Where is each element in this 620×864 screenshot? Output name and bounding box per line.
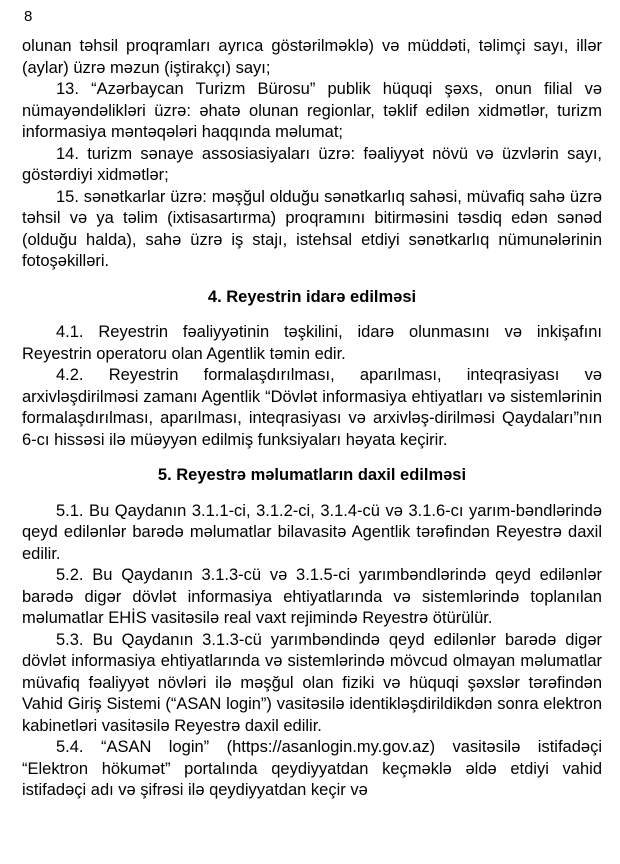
paragraph-5-1: 5.1. Bu Qaydanın 3.1.1-ci, 3.1.2-ci, 3.1.4-cü və 3.1.6-cı yarım-bəndlərində qeyd edilənlər barədə məlumatlar bilavasitə Agentlik tərəfindən Reyestrə daxil edilir. — [22, 501, 602, 563]
page-number: 8 — [24, 8, 33, 25]
paragraph-4-1: 4.1. Reyestrin fəaliyyətinin təşkilini, idarə olunmasını və inkişafını Reyestrin operatoru olan Agentlik təmin edir. — [22, 323, 602, 363]
paragraph-5-3: 5.3. Bu Qaydanın 3.1.3-cü yarımbəndində qeyd edilənlər barədə digər dövlət informasiya ehtiyatlarında və sistemlərində mövcud olmayan məlumatlar müvafiq fəaliyyət növləri ilə məşğul olan fiziki və hüquqi şəxslər tərəfindən Vahid Giriş Sistemi (“ASAN login”) vasitəsilə identikləşdirildikdən sonra elektron kabinetləri vasitəsilə Reyestrə daxil edilir. — [22, 630, 602, 735]
paragraph-item-15: 15. sənətkarlar üzrə: məşğul olduğu sənətkarlıq sahəsi, müvafiq sahə üzrə təhsil və ya təlim (ixtisasartırma) proqramını bitirməsini təsdiq edən sənəd (olduğu halda), sahə üzrə iş stajı, istehsal etdiyi sənətkarlıq nümunələrinin fotoşəkilləri. — [22, 187, 602, 270]
section-heading-4: 4. Reyestrin idarə edilməsi — [207, 287, 417, 306]
paragraph-4-2: 4.2. Reyestrin formalaşdırılması, aparılması, inteqrasiyası və arxivləşdirilməsi zamanı Agentlik “Dövlət informasiya ehtiyatları və sistemlərinin formalaşdırılması, aparılması, inteqrasiyası və arxivləş-dirilməsi Qaydaları”nın 6-cı hissəsi ilə müəyyən edilmiş funksiyaları həyata keçirir. — [22, 366, 602, 449]
paragraph-item-13: 13. “Azərbaycan Turizm Bürosu” publik hüquqi şəxs, onun filial və nümayəndəlikləri üzrə: əhatə olunan regionlar, təklif edilən xidmətlər, turizm informasiya məntəqələri haqqında məlumat; — [22, 80, 602, 141]
paragraph-5-4: 5.4. “ASAN login” (https://asanlogin.my.gov.az) vasitəsilə istifadəçi “Elektron hökumət” portalında qeydiyyatdan keçməklə əldə etdiyi vahid istifadəçi adı və şifrəsi ilə qeydiyyatdan keçir və — [22, 738, 602, 799]
section-heading-5: 5. Reyestrə məlumatların daxil edilməsi — [157, 466, 467, 484]
paragraph-continuation: olunan təhsil proqramları ayrıca göstərilməklə) və müddəti, təlimçi sayı, illər (aylar) üzrə məzun (iştirakçı) sayı; — [22, 37, 602, 77]
document-body — [22, 36, 602, 802]
paragraph-5-2: 5.2. Bu Qaydanın 3.1.3-cü və 3.1.5-ci yarımbəndlərində qeyd edilənlər barədə digər dövlət informasiya ehtiyatlarında və sistemlərində toplanılan məlumatlar EHİS vasitəsilə real vaxt rejimində Reyestrə ötürülür. — [22, 566, 602, 627]
paragraph-item-14: 14. turizm sənaye assosiasiyaları üzrə: fəaliyyət növü və üzvlərin sayı, göstərdiyi xidmətlər; — [22, 144, 602, 184]
